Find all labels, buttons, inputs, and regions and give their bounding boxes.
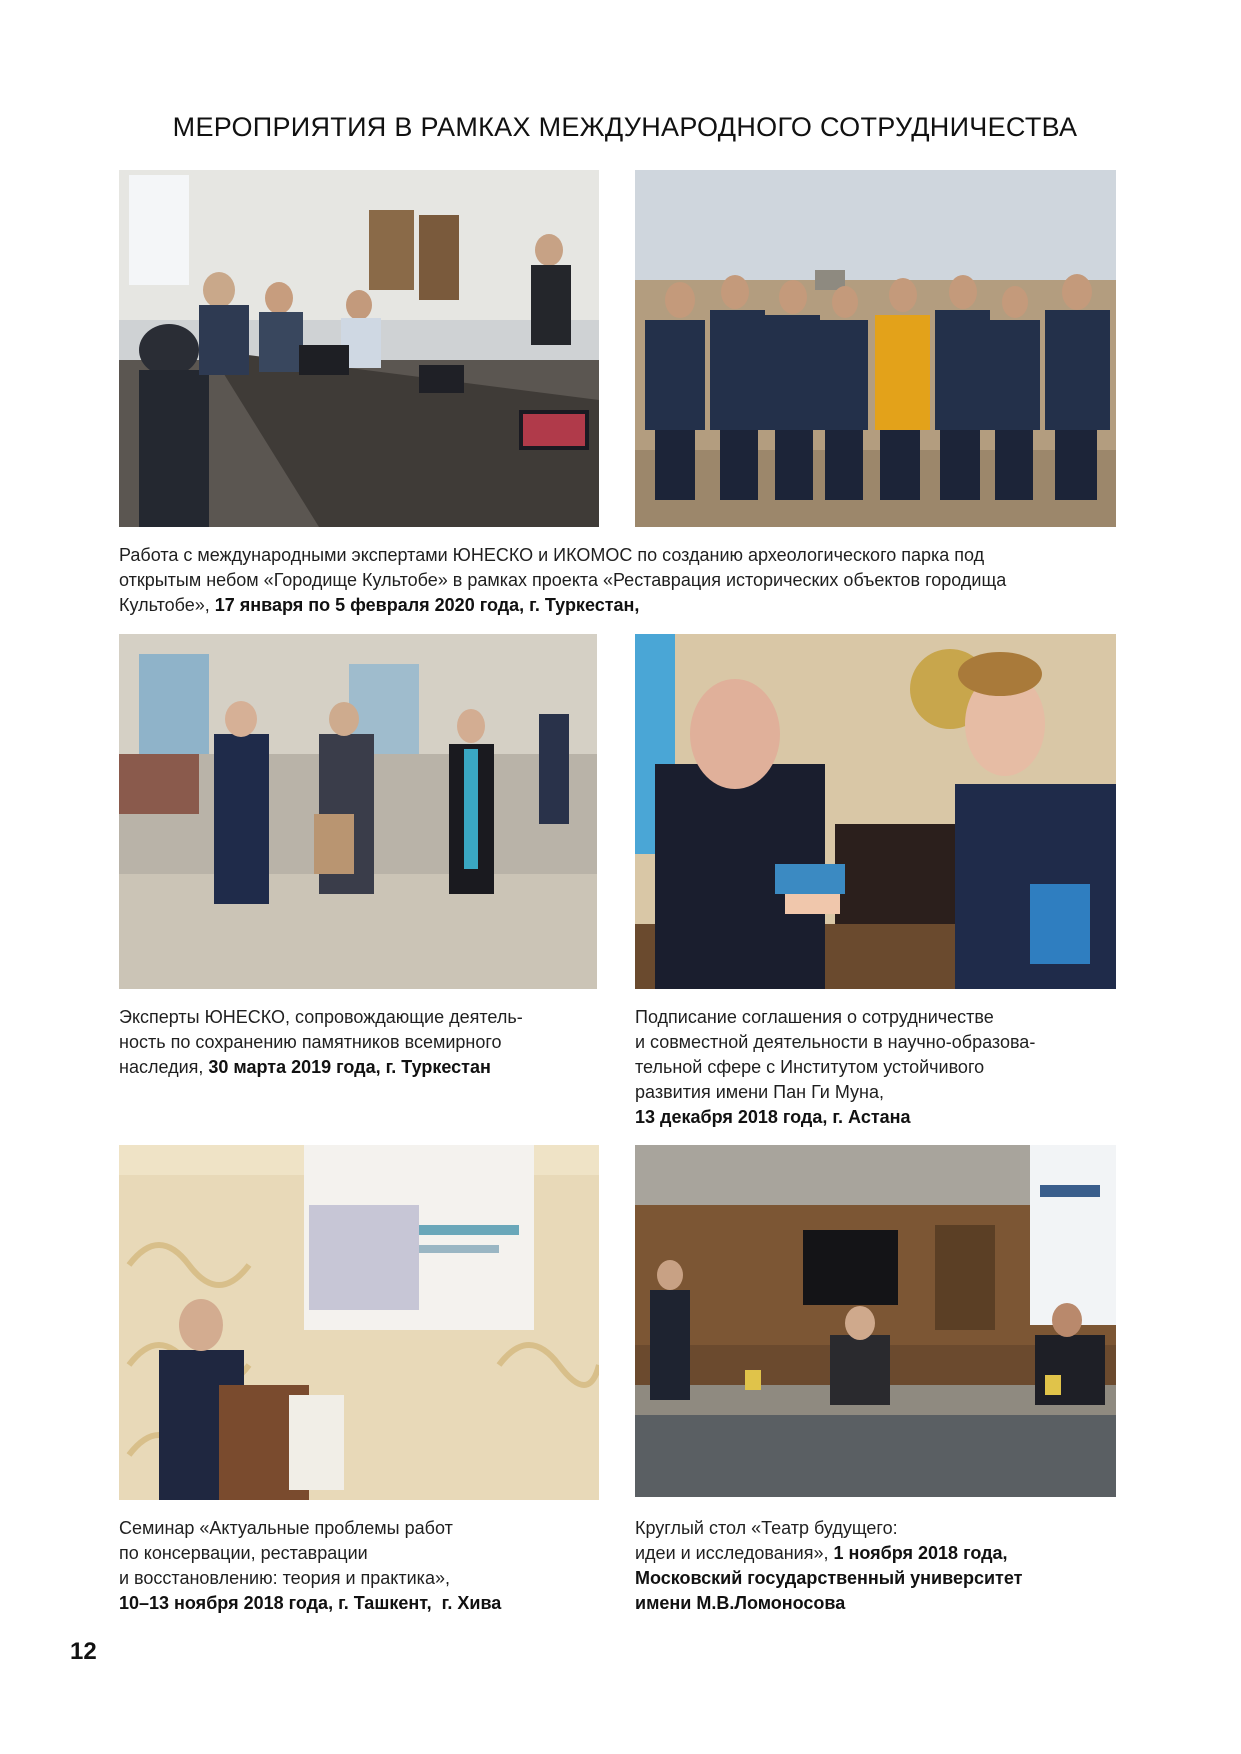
caption-unesco-experts (119, 1005, 599, 1080)
photo-group-outdoors (635, 170, 1116, 527)
caption-line (119, 593, 1116, 618)
photo-seminar-speaker (119, 1145, 599, 1500)
caption-text: идеи и исследования», (635, 1543, 834, 1563)
photo-experts-walking (119, 634, 597, 989)
caption-date-location: 10–13 ноября 2018 года, г. Ташкент, г. Хива (119, 1593, 502, 1613)
caption-line (119, 1055, 599, 1080)
photo-meeting-room (119, 170, 599, 527)
caption-date-location: 17 января по 5 февраля 2020 года, г. Туркестан, (214, 595, 640, 615)
caption-line (635, 1566, 1116, 1591)
page-title: МЕРОПРИЯТИЯ В РАМКАХ МЕЖДУНАРОДНОГО СОТРУДНИЧЕСТВА (172, 112, 1078, 142)
caption-line (119, 1591, 619, 1616)
caption-line: и восстановлению: теория и практика», (119, 1568, 450, 1588)
caption-line: открытым небом «Городище Культобе» в рамках проекта «Реставрация исторических объектов городища (119, 570, 1007, 590)
caption-date-location: 13 декабря 2018 года, г. Астана (635, 1107, 911, 1127)
caption-line: по консервации, реставрации (119, 1543, 368, 1563)
caption-location: Московский государственный университет (635, 1568, 1023, 1588)
caption-round-table (635, 1516, 1116, 1616)
caption-line: и совместной деятельности в научно-образова- (635, 1032, 1036, 1052)
caption-line: Подписание соглашения о сотрудничестве (635, 1007, 994, 1027)
caption-text: наследия, (119, 1057, 209, 1077)
caption-agreement-signing (635, 1005, 1116, 1130)
caption-unesco-icomos (119, 543, 1116, 618)
caption-line: Эксперты ЮНЕСКО, сопровождающие деятель- (119, 1007, 523, 1027)
caption-line (635, 1105, 1116, 1130)
caption-date-location: 30 марта 2019 года, г. Туркестан (208, 1057, 491, 1077)
caption-date: 1 ноября 2018 года, (833, 1543, 1008, 1563)
caption-location: имени М.В.Ломоносова (635, 1593, 846, 1613)
page-number: 12 (70, 1638, 97, 1665)
caption-line: Работа с международными экспертами ЮНЕСКО и ИКОМОС по созданию археологического парка под (119, 545, 985, 565)
caption-line (635, 1541, 1116, 1566)
photo-handshake (635, 634, 1116, 989)
caption-line: Семинар «Актуальные проблемы работ (119, 1518, 453, 1538)
caption-line: Круглый стол «Театр будущего: (635, 1518, 898, 1538)
caption-line: ность по сохранению памятников всемирного (119, 1032, 502, 1052)
caption-seminar (119, 1516, 619, 1616)
caption-line: тельной сфере с Институтом устойчивого (635, 1057, 985, 1077)
caption-line: развития имени Пан Ги Муна, (635, 1082, 885, 1102)
photo-round-table (635, 1145, 1116, 1497)
caption-line (635, 1591, 1116, 1616)
caption-text: Культобе», (119, 595, 215, 615)
